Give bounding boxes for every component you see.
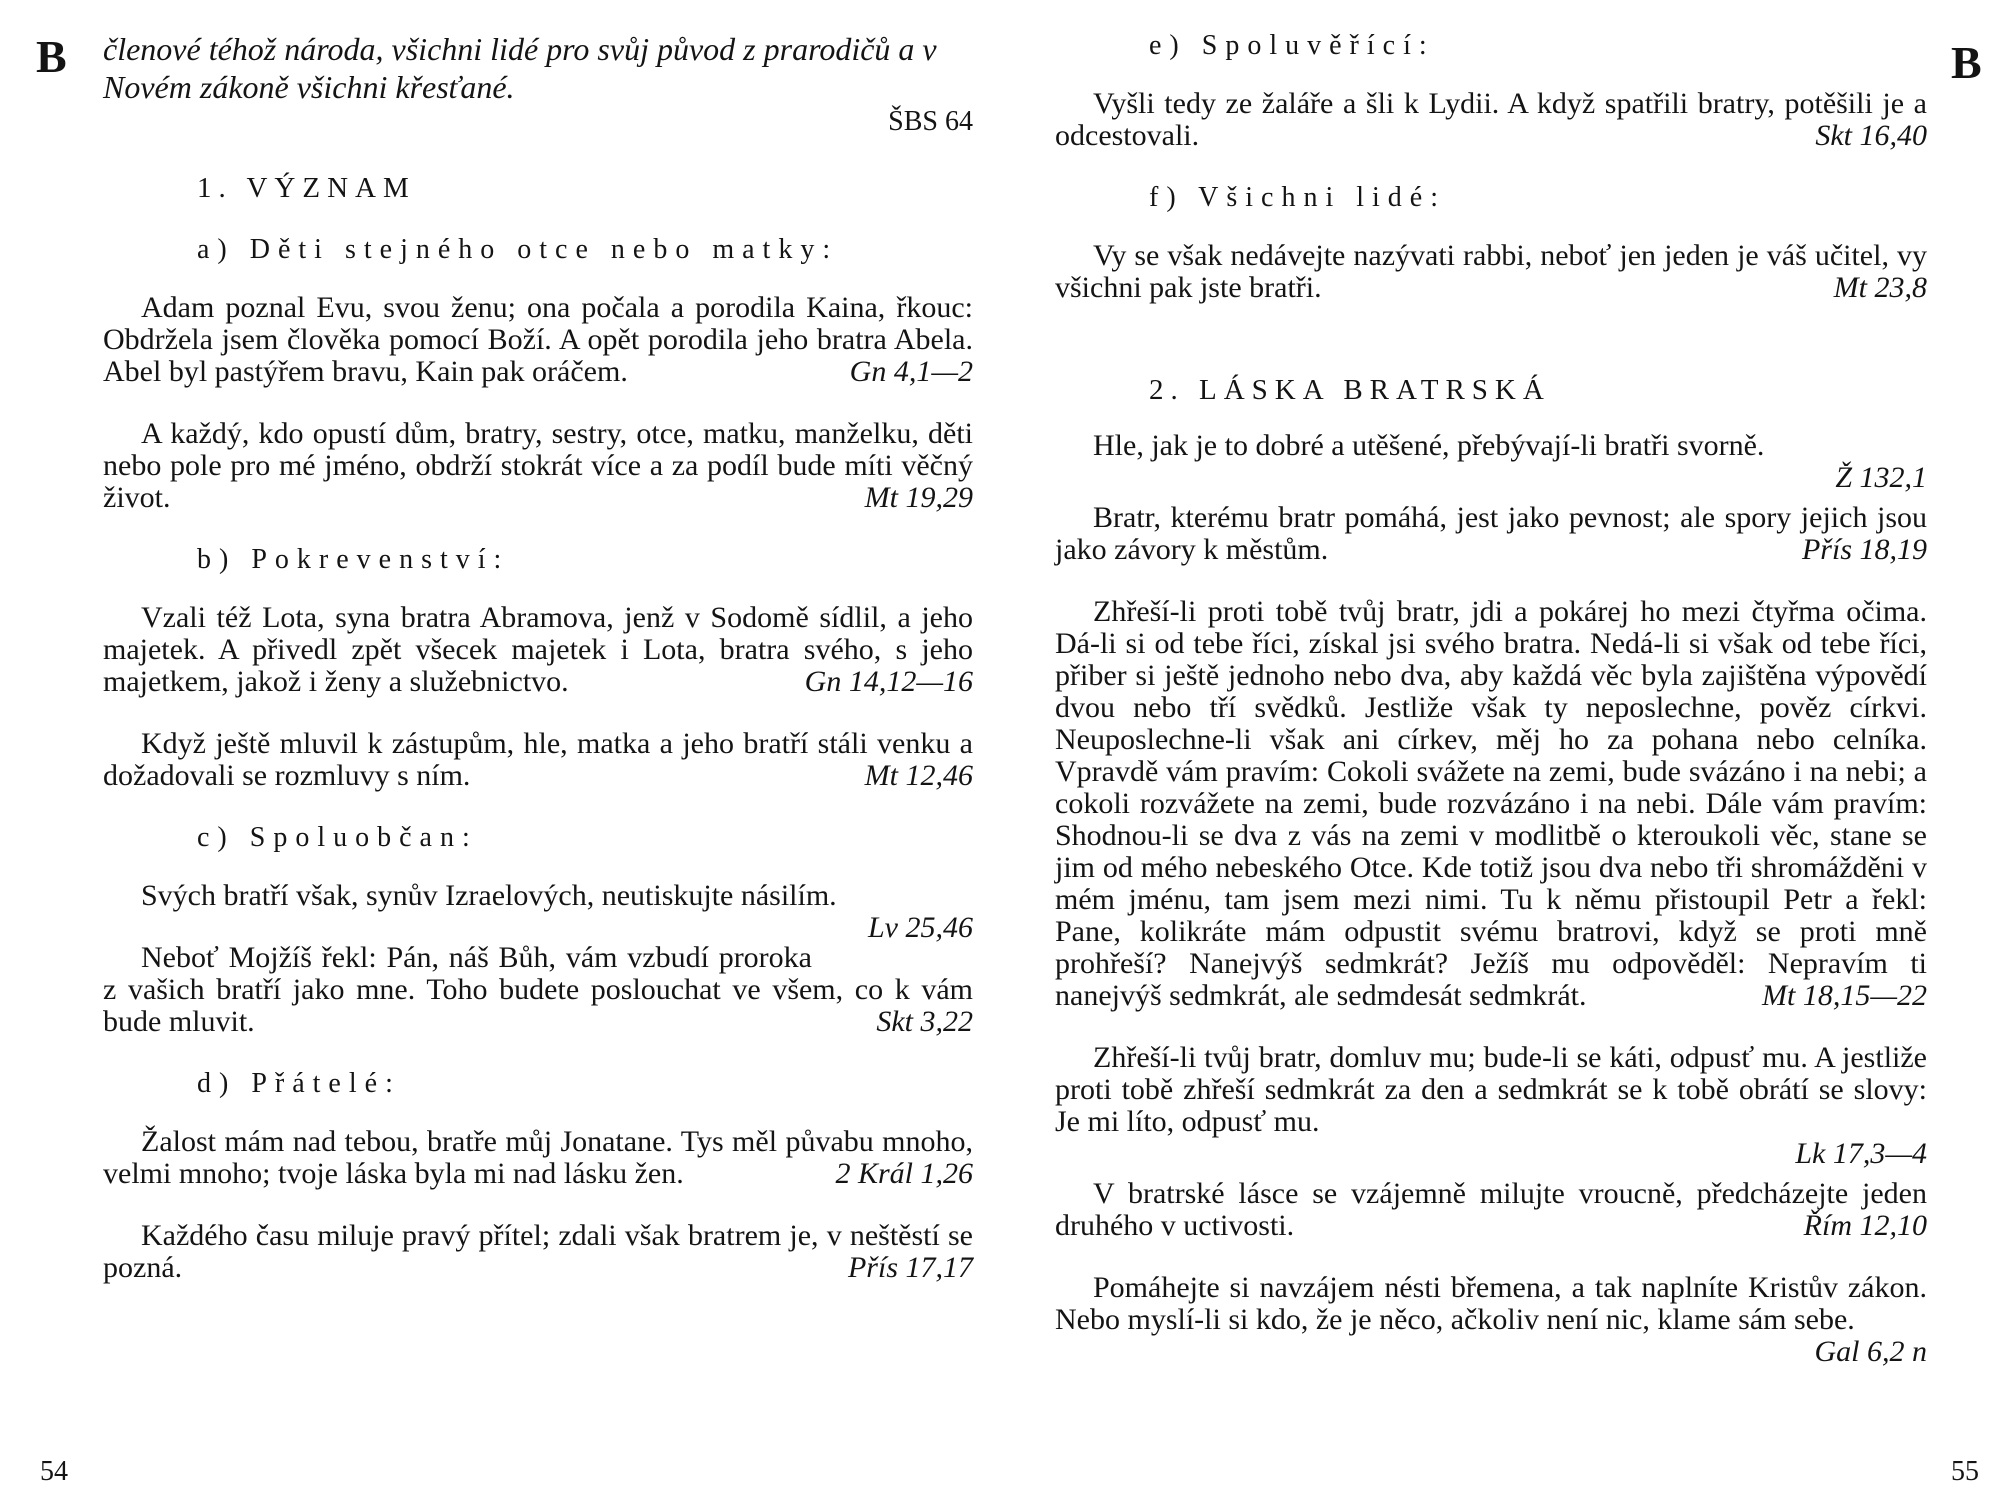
quote-reference: Řím 12,10 bbox=[1803, 1209, 1927, 1242]
quote-text: Neboť Mojžíš řekl: Pán, náš Bůh, vám vzbudí proroka z vašich bratří jako mne. Toho budete poslouchat ve všem, co k vám bude mluvit. bbox=[103, 941, 973, 1038]
right-page bbox=[1007, 0, 2014, 1501]
quote-reference: Ž 132,1 bbox=[1835, 461, 1927, 494]
quote-text: V bratrské lásce se vzájemně milujte vroucně, předcházejte jeden druhého v uctivosti. bbox=[1055, 1177, 1927, 1242]
quote bbox=[103, 1126, 973, 1190]
section-letter: B bbox=[1951, 37, 1982, 88]
quote bbox=[1055, 502, 1927, 566]
subheading: a) Děti stejného otce nebo matky: bbox=[197, 234, 839, 265]
quote-text: Žalost mám nad tebou, bratře můj Jonatane. Tys měl půvabu mnoho, velmi mnoho; tvoje láska byla mi nad lásku žen. bbox=[103, 1125, 973, 1190]
intro-source: ŠBS 64 bbox=[888, 106, 973, 137]
quote-text: Adam poznal Evu, svou ženu; ona počala a porodila Kaina, řkouc: Obdržela jsem člověka pomocí Boží. A opět porodila jeho bratra Abela. Abel byl pastýřem bravu, Kain pak oráčem. bbox=[103, 291, 973, 388]
quote-reference: Lk 17,3—4 bbox=[1795, 1137, 1927, 1170]
quote-reference: Přís 17,17 bbox=[847, 1251, 973, 1284]
subheading: d) Přátelé: bbox=[197, 1068, 401, 1099]
quote-reference: Skt 16,40 bbox=[1815, 119, 1927, 152]
quote bbox=[1055, 240, 1927, 304]
quote bbox=[1055, 430, 1927, 494]
quote-text: Když ještě mluvil k zástupům, hle, matka a jeho bratří stáli venku a dožadovali se rozmluvy s ním. bbox=[103, 727, 973, 792]
quote bbox=[1055, 596, 1927, 1012]
quote-text: Vzali též Lota, syna bratra Abramova, jenž v Sodomě sídlil, a jeho majetek. A přivedl zpět všecek majetek i Lota, bratra svého, s jeho majetkem, jakož i ženy a služebnictvo. bbox=[103, 601, 973, 698]
page-number: 55 bbox=[1951, 1456, 1979, 1487]
quote-reference: Skt 3,22 bbox=[876, 1005, 973, 1038]
quote-reference: Gal 6,2 n bbox=[1814, 1335, 1927, 1368]
quote bbox=[1055, 88, 1927, 152]
page-number: 54 bbox=[40, 1456, 68, 1487]
quote-text: A každý, kdo opustí dům, bratry, sestry, otce, matku, manželku, děti nebo pole pro mé jméno, obdrží stokrát více a za podíl bude míti věčný život. bbox=[103, 417, 973, 514]
section-heading: 1. VÝZNAM bbox=[197, 172, 416, 204]
quote-text: Hle, jak je to dobré a utěšené, přebývají-li bratři svorně. bbox=[1093, 429, 1765, 462]
quote-text: Zhřeší-li tvůj bratr, domluv mu; bude-li se káti, odpusť mu. A jestliže proti tobě zhřeší sedmkrát za den a sedmkrát se k tobě obrátí se slovy: Je mi líto, odpusť mu. bbox=[1055, 1041, 1927, 1138]
quote-text: Svých bratří však, synův Izraelových, neutiskujte násilím. bbox=[141, 879, 837, 912]
quote-reference: Mt 18,15—22 bbox=[1762, 979, 1927, 1012]
quote bbox=[103, 942, 973, 1038]
quote bbox=[103, 728, 973, 792]
quote-text: Zhřeší-li proti tobě tvůj bratr, jdi a pokárej ho mezi čtyřma očima. Dá-li si od tebe říci, získal jsi svého bratra. Nedá-li si však od tebe říci, přiber si ještě jednoho nebo dva, aby každá věc byla zajištěna výpovědí dvou nebo tří svědků. Jestliže však ty neposlechne, pověz církvi. Neuposlechne-li však ani církev, měj ho za pohana nebo celníka. Vpravdě vám pravím: Cokoli svážete na zemi, bude svázáno i na nebi; a cokoli rozvážete na zemi, bude rozvázáno i na nebi. Dále vám pravím: Shodnou-li se dva z vás na zemi v modlitbě o kteroukoli věc, stane se jim od mého nebeského Otce. Kde totiž jsou dva nebo tři shromážděni v mém jménu, tam jsem mezi nimi. Tu k němu přistoupil Petr a řekl: Pane, kolikráte mám odpustit svému bratrovi, když se proti mně prohřeší? Nanejvýš sedmkrát? Ježíš mu odpověděl: Nepravím ti nanejvýš sedmkrát, ale sedmdesát sedmkrát. bbox=[1055, 595, 1927, 1012]
subheading: f) Všichni lidé: bbox=[1149, 182, 1447, 213]
quote-reference: Přís 18,19 bbox=[1801, 533, 1927, 566]
section-heading: 2. LÁSKA BRATRSKÁ bbox=[1149, 374, 1551, 406]
quote-reference: Mt 23,8 bbox=[1833, 271, 1927, 304]
spacer bbox=[1055, 334, 1927, 356]
quote-reference: Gn 14,12—16 bbox=[804, 665, 973, 698]
quote bbox=[103, 292, 973, 388]
quote bbox=[1055, 1178, 1927, 1242]
quote-reference: Mt 19,29 bbox=[864, 481, 973, 514]
quote bbox=[103, 602, 973, 698]
quote-text: Bratr, kterému bratr pomáhá, jest jako pevnost; ale spory jejich jsou jako závory k městům. bbox=[1055, 501, 1927, 566]
quote-reference: 2 Král 1,26 bbox=[835, 1157, 973, 1190]
subheading: c) Spoluobčan: bbox=[197, 822, 478, 853]
section-letter: B bbox=[36, 31, 67, 82]
text-column bbox=[1055, 30, 1927, 1368]
text-column bbox=[103, 30, 973, 1314]
quote-text: Pomáhejte si navzájem nésti břemena, a tak naplníte Kristův zákon. Nebo myslí-li si kdo, že je něco, ačkoliv není nic, klame sám sebe. bbox=[1055, 1271, 1927, 1336]
quote bbox=[1055, 1042, 1927, 1170]
quote-reference: Lv 25,46 bbox=[868, 911, 973, 944]
quote-reference: Gn 4,1—2 bbox=[849, 355, 973, 388]
quote bbox=[103, 418, 973, 514]
quote bbox=[103, 879, 973, 944]
subheading: b) Pokrevenství: bbox=[197, 544, 510, 575]
quote bbox=[1055, 1271, 1927, 1368]
quote-reference: Mt 12,46 bbox=[864, 759, 973, 792]
subheading: e) Spoluvěřící: bbox=[1149, 30, 1435, 61]
quote bbox=[103, 1220, 973, 1284]
intro-text: členové téhož národa, všichni lidé pro svůj původ z prarodičů a v Novém zákoně všichni křesťané. bbox=[103, 31, 937, 105]
quote-text: Každého času miluje pravý přítel; zdali však bratrem je, v neštěstí se pozná. bbox=[103, 1219, 973, 1284]
quote-text: Vyšli tedy ze žaláře a šli k Lydii. A když spatřili bratry, potěšili je a odcestovali. bbox=[1055, 87, 1927, 152]
quote-text: Vy se však nedávejte nazývati rabbi, neboť jen jeden je váš učitel, vy všichni pak jste bratři. bbox=[1055, 239, 1927, 304]
